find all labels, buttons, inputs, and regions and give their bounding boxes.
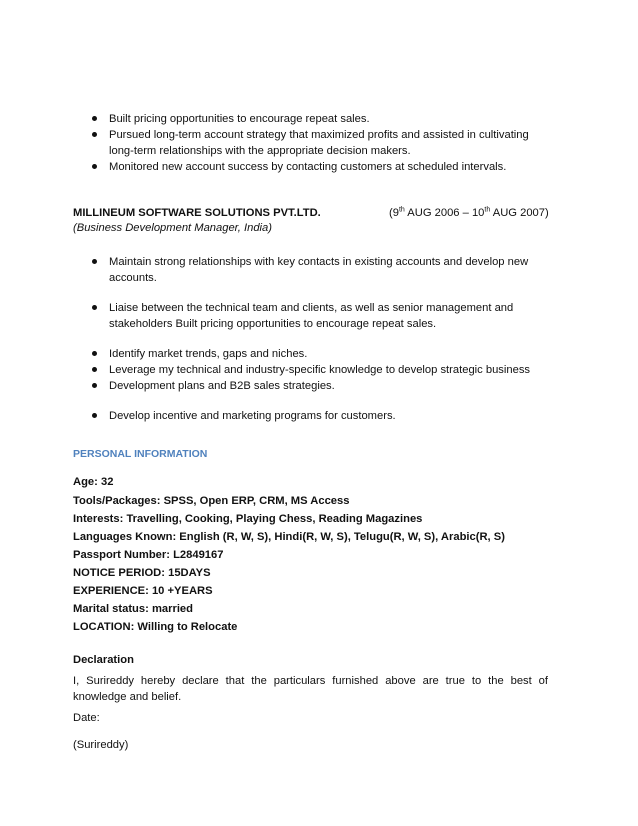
company-name: MILLINEUM SOFTWARE SOLUTIONS PVT.LTD. [73,207,321,219]
list-item: Identify market trends, gaps and niches. [92,346,538,362]
job-dates [389,205,549,221]
list-item: Liaise between the technical team and clients, as well as senior management and stakeholders Built pricing opportunities to encourage repeat sales. [92,300,538,332]
list-item: Monitored new account success by contacting customers at scheduled intervals. [92,159,538,175]
info-languages: Languages Known: English (R, W, S), Hindi(R, W, S), Telugu(R, W, S), Arabic(R, S) [73,531,505,543]
info-location: LOCATION: Willing to Relocate [73,621,238,633]
list-item: Pursued long-term account strategy that maximized profits and assisted in cultivating long-term relationships with the appropriate decision makers. [92,127,538,159]
job-dates-open: (9 [389,207,399,219]
job-role: (Business Development Manager, India) [73,222,272,234]
job-dates-start-rest: AUG 2006 – 10 [404,207,485,219]
job-dates-end-sup: th [484,206,491,214]
list-item: Leverage my technical and industry-specific knowledge to develop strategic business [92,362,538,378]
list-item: Develop incentive and marketing programs for customers. [92,408,538,424]
info-experience: EXPERIENCE: 10 +YEARS [73,585,213,597]
date-label: Date: [73,712,100,724]
job-dates-start-sup: th [398,206,405,214]
info-interests: Interests: Travelling, Cooking, Playing Chess, Reading Magazines [73,513,423,525]
info-age: Age: 32 [73,476,114,488]
job-responsibilities [92,254,538,424]
job-dates-end-rest: AUG 2007) [490,207,549,219]
declaration-text: I, Surireddy hereby declare that the particulars furnished above are true to the best of knowledge and belief. [73,675,548,703]
list-item: Built pricing opportunities to encourage repeat sales. [92,111,538,127]
info-passport: Passport Number: L2849167 [73,549,224,561]
info-notice-period: NOTICE PERIOD: 15DAYS [73,567,211,579]
declaration-heading: Declaration [73,654,134,666]
info-marital-status: Marital status: married [73,603,193,615]
list-item: Development plans and B2B sales strategies. [92,378,538,394]
info-tools: Tools/Packages: SPSS, Open ERP, CRM, MS Access [73,495,350,507]
signature: (Surireddy) [73,739,129,751]
previous-job-bullets [92,111,538,175]
list-item: Maintain strong relationships with key contacts in existing accounts and develop new accounts. [92,254,538,286]
personal-info-heading: PERSONAL INFORMATION [73,448,208,460]
